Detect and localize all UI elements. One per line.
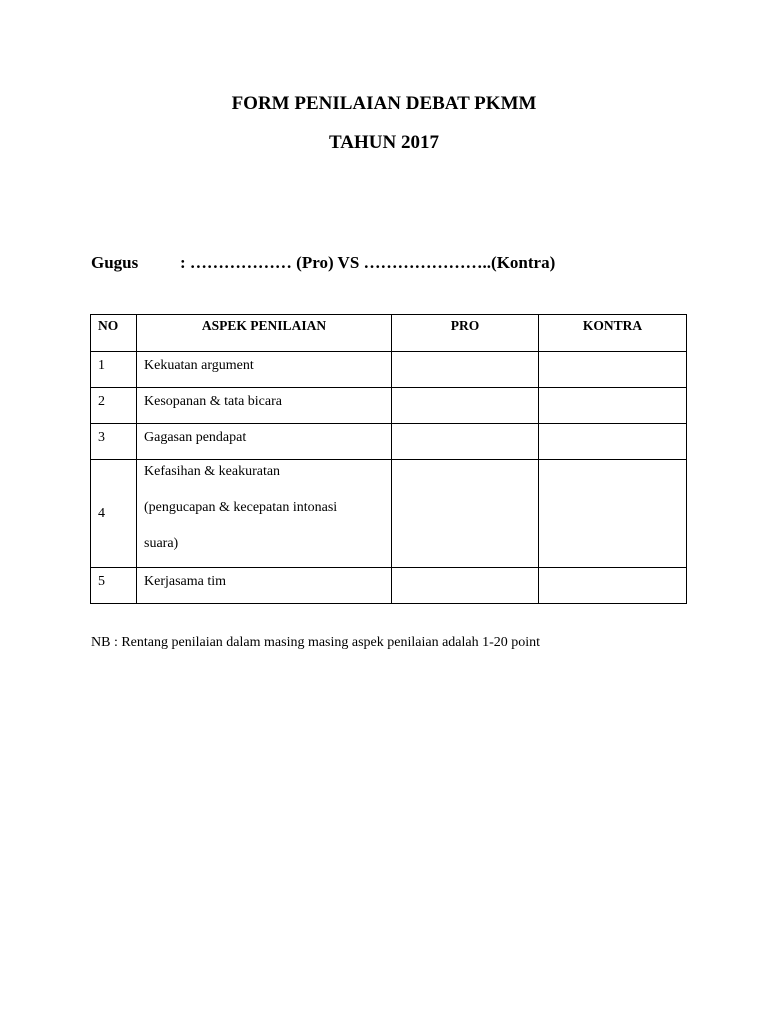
row-aspek: Kekuatan argument [137, 352, 392, 388]
header-no: NO [91, 315, 137, 352]
pro-score-cell[interactable] [392, 352, 539, 388]
table-header-row [91, 315, 687, 352]
row-aspek-line: suara) [144, 536, 179, 551]
row-aspek-line: Kefasihan & keakuratan [144, 464, 281, 479]
kontra-score-cell[interactable] [539, 460, 687, 568]
header-pro: PRO [392, 315, 539, 352]
header-kontra: KONTRA [539, 315, 687, 352]
table-row [91, 568, 687, 604]
row-number: 1 [91, 352, 137, 388]
kontra-score-cell[interactable] [539, 388, 687, 424]
row-aspek: Kesopanan & tata bicara [137, 388, 392, 424]
form-title: FORM PENILAIAN DEBAT PKMM [231, 93, 537, 114]
assessment-table [90, 314, 687, 604]
pro-score-cell[interactable] [392, 568, 539, 604]
row-aspek: Kerjasama tim [137, 568, 392, 604]
row-number: 4 [91, 460, 137, 568]
header-aspek: ASPEK PENILAIAN [137, 315, 392, 352]
pro-score-cell[interactable] [392, 424, 539, 460]
row-number: 5 [91, 568, 137, 604]
table-row [91, 460, 687, 568]
table-row [91, 388, 687, 424]
row-aspek [137, 460, 392, 568]
row-number: 3 [91, 424, 137, 460]
pro-score-cell[interactable] [392, 460, 539, 568]
gugus-label: Gugus [91, 253, 139, 272]
row-number: 2 [91, 388, 137, 424]
table-row [91, 352, 687, 388]
kontra-score-cell[interactable] [539, 568, 687, 604]
row-aspek-line: (pengucapan & kecepatan intonasi [144, 500, 338, 515]
row-aspek: Gagasan pendapat [137, 424, 392, 460]
pro-score-cell[interactable] [392, 388, 539, 424]
gugus-line [91, 253, 555, 273]
note-text: NB : Rentang penilaian dalam masing masing aspek penilaian adalah 1-20 point [91, 635, 541, 650]
kontra-score-cell[interactable] [539, 352, 687, 388]
form-year: TAHUN 2017 [329, 132, 439, 153]
gugus-matchup: : ……………… (Pro) VS …………………..(Kontra) [180, 253, 556, 272]
kontra-score-cell[interactable] [539, 424, 687, 460]
